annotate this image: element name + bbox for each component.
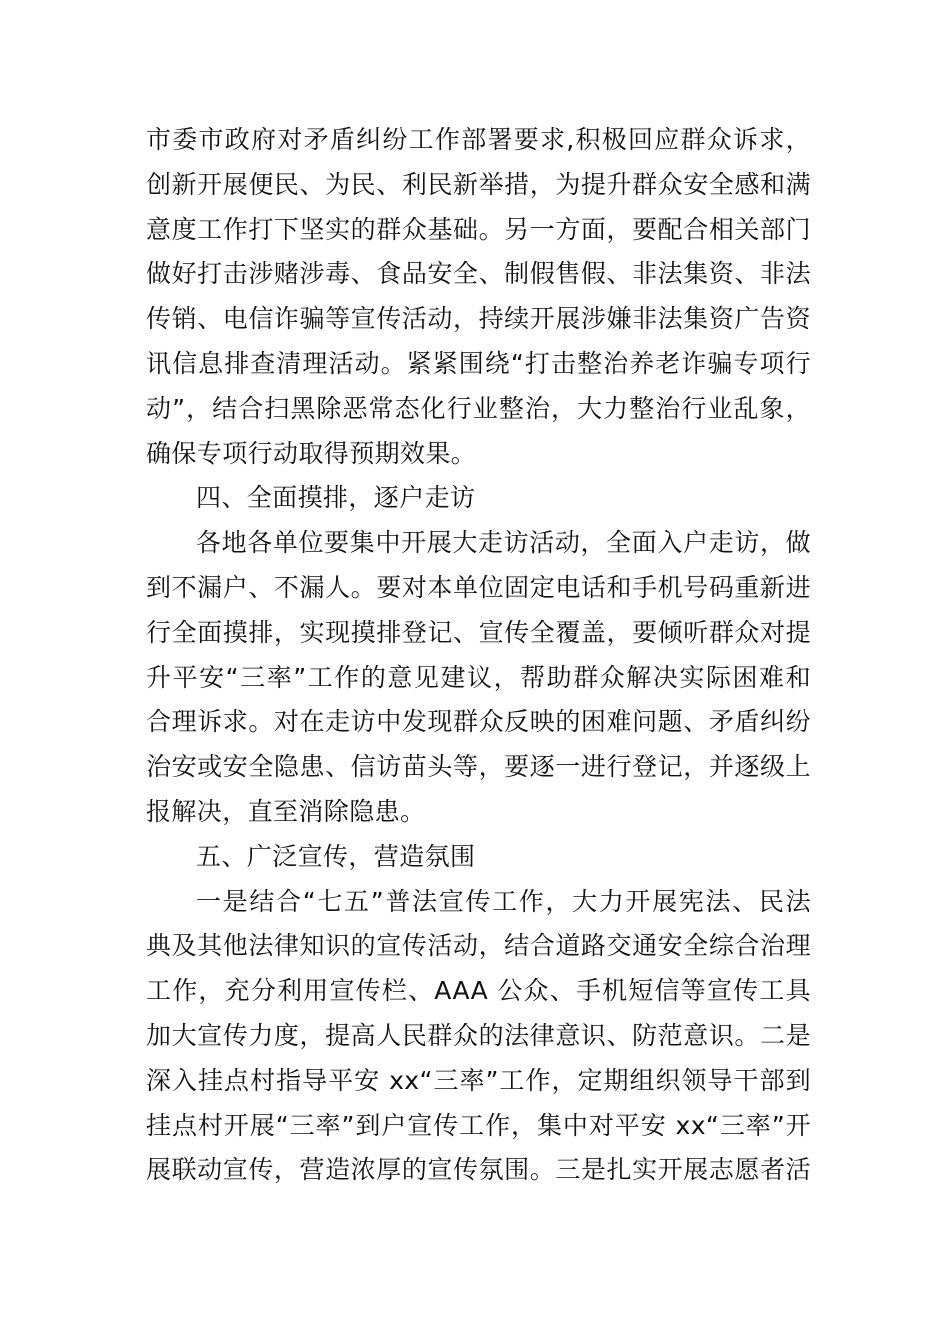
text-line: 动”，结合扫黑除恶常态化行业整治，大力整治行业乱象， — [146, 393, 811, 423]
text-line: 合理诉求。对在走访中发现群众反映的困难问题、矛盾纠纷 — [146, 707, 811, 737]
text-line: 做好打击涉赌涉毒、食品安全、制假售假、非法集资、非法 — [146, 259, 811, 289]
text-line: 挂点村开展“三率”到户宣传工作，集中对平安 xx“三率”开 — [146, 1110, 811, 1140]
text-line: 行全面摸排，实现摸排登记、宣传全覆盖，要倾听群众对提 — [146, 617, 811, 647]
text-line: 传销、电信诈骗等宣传活动，持续开展涉嫌非法集资广告资 — [146, 304, 811, 334]
text-line: 确保专项行动取得预期效果。 — [146, 438, 477, 468]
text-line: 一是结合“七五”普法宣传工作，大力开展宪法、民法 — [196, 886, 811, 916]
text-line: 创新开展便民、为民、利民新举措，为提升群众安全感和满 — [146, 169, 811, 199]
text-line: 各地各单位要集中开展大走访活动，全面入户走访，做 — [196, 528, 811, 558]
text-line: 升平安“三率”工作的意见建议，帮助群众解决实际困难和 — [146, 662, 811, 692]
text-line: 意度工作打下坚实的群众基础。另一方面，要配合相关部门 — [146, 214, 811, 244]
text-line: 深入挂点村指导平安 xx“三率”工作，定期组织领导干部到 — [146, 1065, 811, 1095]
text-line: 工作，充分利用宣传栏、AAA 公众、手机短信等宣传工具 — [146, 976, 811, 1006]
text-line: 报解决，直至消除隐患。 — [146, 796, 426, 826]
text-line: 加大宣传力度，提高人民群众的法律意识、防范意识。二是 — [146, 1020, 811, 1050]
text-line: 讯信息排查清理活动。紧紧围绕“打击整治养老诈骗专项行 — [146, 348, 811, 378]
body-text — [146, 118, 811, 1193]
section-heading: 四、全面摸排，逐户走访 — [196, 483, 476, 513]
text-line: 治安或安全隐患、信访苗头等，要逐一进行登记，并逐级上 — [146, 752, 811, 782]
text-line: 典及其他法律知识的宣传活动，结合道路交通安全综合治理 — [146, 931, 811, 961]
text-line: 市委市政府对矛盾纠纷工作部署要求,积极回应群众诉求， — [146, 125, 811, 154]
section-heading: 五、广泛宣传，营造氛围 — [196, 841, 476, 871]
text-line: 到不漏户、不漏人。要对本单位固定电话和手机号码重新进 — [146, 572, 811, 602]
text-line: 展联动宣传，营造浓厚的宣传氛围。三是扎实开展志愿者活 — [146, 1155, 811, 1185]
